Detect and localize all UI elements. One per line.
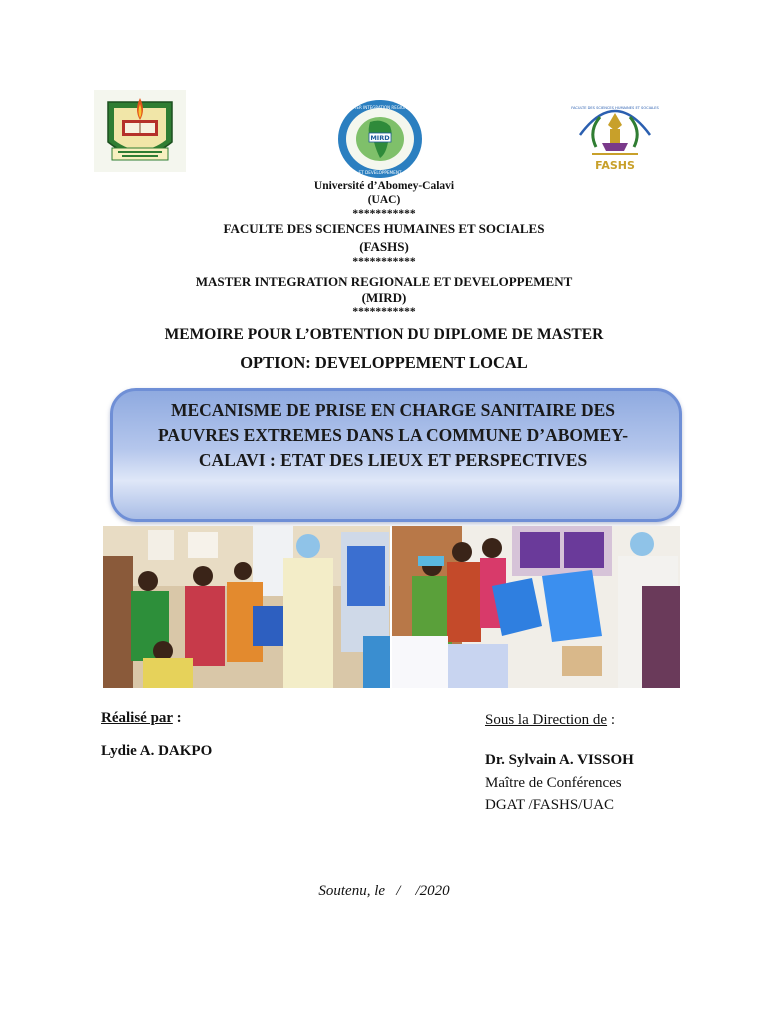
separator: ***********	[352, 256, 416, 268]
fashs-logo-icon	[570, 95, 660, 175]
thesis-title-line: CALAVI : ETAT DES LIEUX ET PERSPECTIVES	[198, 450, 588, 470]
uac-seal-icon	[94, 90, 186, 172]
university-name: Université d’Abomey-Calavi	[313, 180, 455, 192]
director-label: Sous la Direction de	[485, 712, 608, 728]
author-name: Lydie A. DAKPO	[101, 743, 213, 759]
faculty-name: FACULTE DES SCIENCES HUMAINES ET SOCIALES	[223, 221, 545, 236]
master-abbr: (MIRD)	[361, 290, 407, 305]
faculty-abbr: (FASHS)	[359, 239, 409, 254]
author-colon: :	[172, 710, 182, 726]
director-affiliation: DGAT /FASHS/UAC	[485, 797, 615, 813]
thesis-title-line: PAUVRES EXTREMES DANS LA COMMUNE D’ABOMEY-	[157, 425, 629, 445]
director-rank: Maître de Conférences	[485, 775, 622, 791]
university-abbr: (UAC)	[367, 194, 401, 206]
mird-logo-icon	[336, 98, 424, 180]
author-label: Réalisé par	[101, 710, 173, 726]
thesis-title	[120, 398, 666, 473]
mird-logo	[336, 98, 424, 180]
svg-text:FACULTE DES SCIENCES HUMAINES: FACULTE DES SCIENCES HUMAINES ET SOCIALES	[571, 106, 659, 110]
photo-left	[103, 526, 390, 688]
option-line: OPTION: DEVELOPPEMENT LOCAL	[240, 353, 528, 372]
director-block	[485, 712, 615, 729]
svg-text:FASHS: FASHS	[595, 159, 635, 172]
fashs-logo	[570, 95, 660, 175]
thesis-title-line: MECANISME DE PRISE EN CHARGE SANITAIRE DES	[170, 400, 616, 420]
separator: ***********	[352, 208, 416, 220]
photo-right	[392, 526, 680, 688]
svg-text:MIRD: MIRD	[370, 134, 390, 142]
separator: ***********	[352, 306, 416, 318]
uac-logo	[94, 90, 186, 172]
memoire-statement: MEMOIRE POUR L’OBTENTION DU DIPLOME DE MASTER	[164, 326, 604, 343]
author-block	[101, 710, 182, 727]
svg-text:ET DEVELOPPEMENT: ET DEVELOPPEMENT	[358, 170, 402, 175]
defense-date: Soutenu, le / /2020	[318, 883, 450, 899]
master-name: MASTER INTEGRATION REGIONALE ET DEVELOPPEMENT	[195, 274, 573, 289]
director-colon: :	[607, 712, 615, 728]
director-name: Dr. Sylvain A. VISSOH	[485, 752, 634, 768]
distribution-photo-icon	[392, 526, 680, 688]
clinic-photo-icon	[103, 526, 390, 688]
svg-text:MASTER INTEGRATION REGIONALE: MASTER INTEGRATION REGIONALE	[345, 105, 415, 110]
